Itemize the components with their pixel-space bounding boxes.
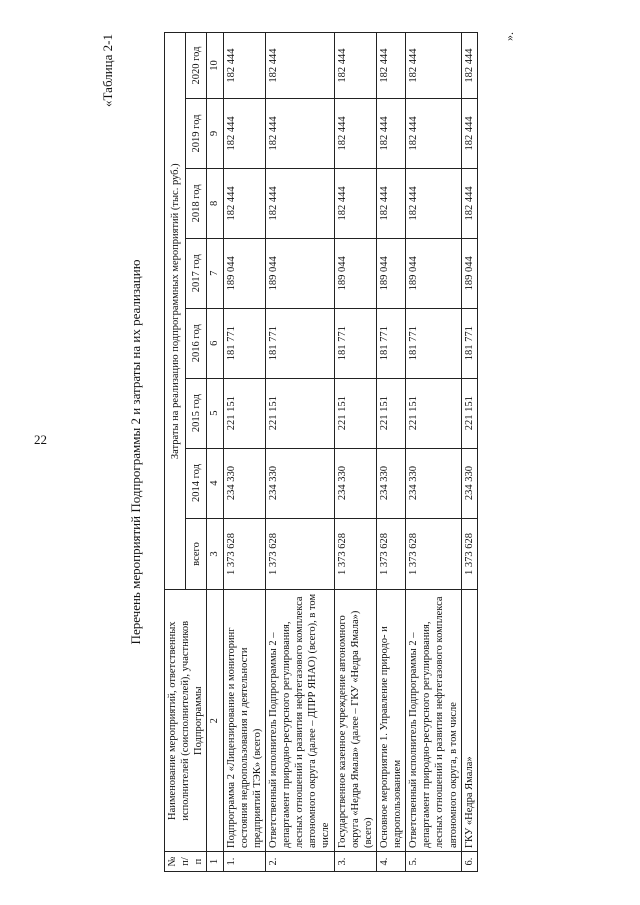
row-value-total: 1 373 628 [376,518,405,590]
row-name: Подпрограмма 2 «Лицензирование и мониторинг состояния недропользования и деятельности предприятий ТЭК» (всего) [223,590,265,852]
header-year: 2014 год [186,448,207,518]
row-value-2014: 234 330 [265,448,334,518]
column-number: 9 [207,98,223,168]
column-number: 3 [207,518,223,590]
row-value-2018: 182 444 [334,168,376,238]
row-value-2016: 181 771 [223,308,265,378]
table-row [406,33,462,872]
row-number: 6. [461,852,477,872]
row-value-2019: 182 444 [265,98,334,168]
row-name: Основное мероприятие 1. Управление природо- и недропользованием [376,590,405,852]
row-value-2014: 234 330 [376,448,405,518]
row-value-2016: 181 771 [376,308,405,378]
row-number: 4. [376,852,405,872]
row-value-2016: 181 771 [406,308,462,378]
column-number: 2 [207,590,223,852]
row-name: ГКУ «Недра Ямала» [461,590,477,852]
row-value-2017: 189 044 [461,238,477,308]
row-number: 5. [406,852,462,872]
table-row [334,33,376,872]
row-value-2019: 182 444 [461,98,477,168]
table-row [376,33,405,872]
row-value-2014: 234 330 [406,448,462,518]
header-year: 2020 год [186,33,207,99]
row-value-2019: 182 444 [334,98,376,168]
row-value-2015: 221 151 [406,378,462,448]
row-name: Государственное казенное учреждение автономного округа «Недра Ямала» (далее – ГКУ «Недра Ямала») (всего) [334,590,376,852]
header-year: 2019 год [186,98,207,168]
column-numbers-row [207,33,223,872]
row-value-2017: 189 044 [376,238,405,308]
row-value-2017: 189 044 [334,238,376,308]
row-value-2014: 234 330 [223,448,265,518]
row-value-2017: 189 044 [265,238,334,308]
page-number: 22 [34,432,47,447]
row-value-2018: 182 444 [461,168,477,238]
header-total: всего [186,518,207,590]
header-name: Наименование мероприятий, ответственных исполнителей (соисполнителей), участников Подпрограммы [165,590,207,852]
header-year: 2016 год [186,308,207,378]
header-year: 2015 год [186,378,207,448]
row-value-2020: 182 444 [461,33,477,99]
row-value-2014: 234 330 [461,448,477,518]
row-value-2018: 182 444 [376,168,405,238]
row-value-2015: 221 151 [334,378,376,448]
row-value-2015: 221 151 [223,378,265,448]
row-value-2015: 221 151 [265,378,334,448]
row-value-2020: 182 444 [406,33,462,99]
table-tag: «Таблица 2-1 [100,34,115,107]
column-number: 1 [207,852,223,872]
row-value-2014: 234 330 [334,448,376,518]
rotated-page-content [100,32,540,872]
costs-table [164,32,478,872]
row-value-2015: 221 151 [461,378,477,448]
header-year: 2018 год [186,168,207,238]
row-value-2019: 182 444 [376,98,405,168]
table-row [461,33,477,872]
row-value-2015: 221 151 [376,378,405,448]
row-number: 2. [265,852,334,872]
row-value-2018: 182 444 [265,168,334,238]
row-value-2017: 189 044 [223,238,265,308]
row-value-2016: 181 771 [461,308,477,378]
row-value-total: 1 373 628 [461,518,477,590]
row-value-total: 1 373 628 [406,518,462,590]
table-heading: Перечень мероприятий Подпрограммы 2 и затраты на их реализацию [128,259,143,645]
row-value-2020: 182 444 [376,33,405,99]
column-number: 7 [207,238,223,308]
column-number: 6 [207,308,223,378]
closing-quote: ». [502,32,516,41]
row-value-2017: 189 044 [406,238,462,308]
column-number: 8 [207,168,223,238]
row-name: Ответственный исполнитель Подпрограммы 2 – департамент природно-ресурсного регулирования, лесных отношений и развития нефтегазового комплекса автономного округа, в том числе [406,590,462,852]
header-no: № п/п [165,852,207,872]
row-value-2018: 182 444 [223,168,265,238]
row-value-2020: 182 444 [223,33,265,99]
row-value-total: 1 373 628 [334,518,376,590]
row-value-total: 1 373 628 [265,518,334,590]
row-number: 1. [223,852,265,872]
row-value-2019: 182 444 [223,98,265,168]
row-value-2018: 182 444 [406,168,462,238]
row-value-2020: 182 444 [265,33,334,99]
column-number: 4 [207,448,223,518]
table-row [265,33,334,872]
row-value-2016: 181 771 [334,308,376,378]
column-number: 5 [207,378,223,448]
row-value-total: 1 373 628 [223,518,265,590]
row-value-2016: 181 771 [265,308,334,378]
row-number: 3. [334,852,376,872]
header-year: 2017 год [186,238,207,308]
header-costs: Затраты на реализацию подпрограммных мероприятий (тыс. руб.) [165,33,186,590]
table-row [223,33,265,872]
row-value-2020: 182 444 [334,33,376,99]
row-name: Ответственный исполнитель Подпрограммы 2 – департамент природно-ресурсного регулирования, лесных отношений и развития нефтегазового комплекса автономного округа (далее – ДПРР ЯНАО) (всего), в том числе [265,590,334,852]
row-value-2019: 182 444 [406,98,462,168]
column-number: 10 [207,33,223,99]
